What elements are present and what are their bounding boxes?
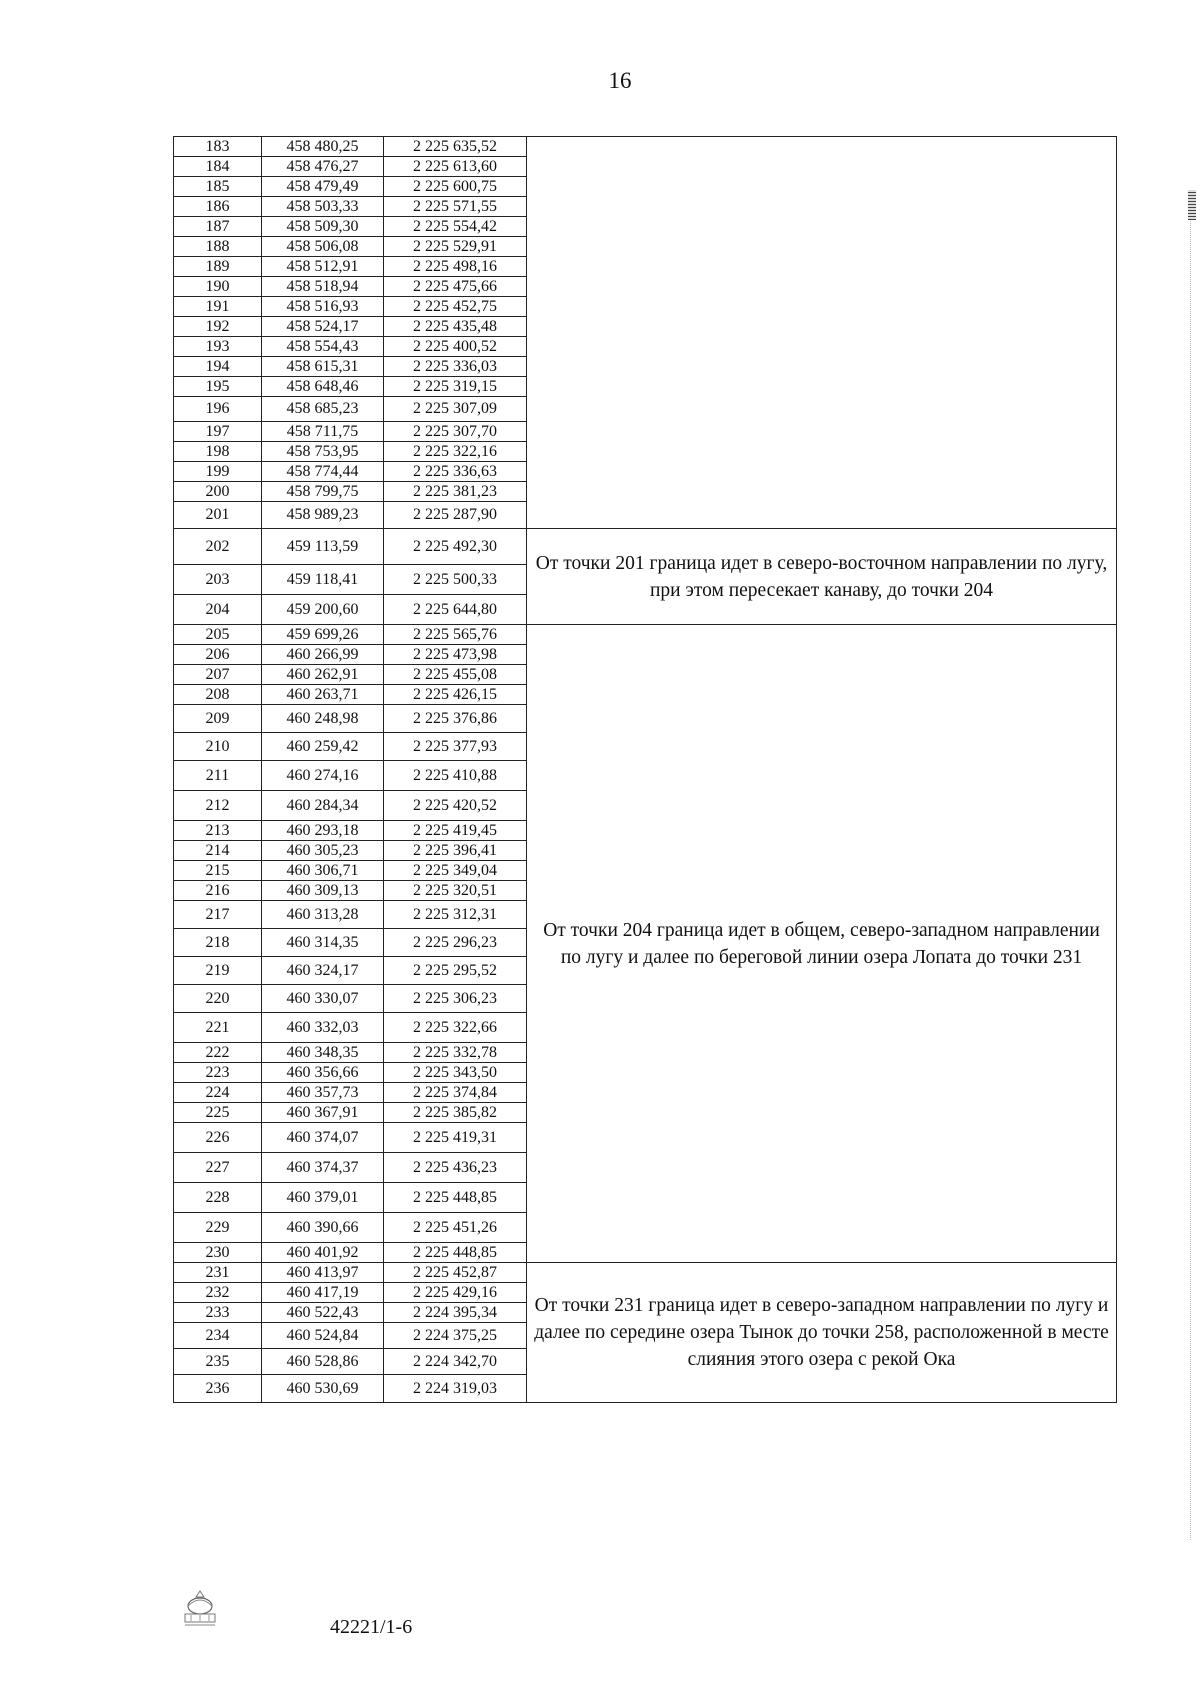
x-coordinate-cell: 458 479,49 [262,177,384,197]
x-coordinate-cell: 460 417,19 [262,1283,384,1303]
y-coordinate-cell: 2 225 322,16 [384,442,527,462]
x-coordinate-cell: 458 516,93 [262,297,384,317]
x-coordinate-cell: 458 648,46 [262,377,384,397]
x-coordinate-cell: 460 262,91 [262,665,384,685]
y-coordinate-cell: 2 225 429,16 [384,1283,527,1303]
y-coordinate-cell: 2 225 377,93 [384,733,527,761]
point-number-cell: 210 [174,733,262,761]
x-coordinate-cell: 460 356,66 [262,1063,384,1083]
point-number-cell: 204 [174,595,262,625]
point-number-cell: 231 [174,1263,262,1283]
x-coordinate-cell: 460 390,66 [262,1213,384,1243]
y-coordinate-cell: 2 225 420,52 [384,791,527,821]
point-number-cell: 218 [174,929,262,957]
x-coordinate-cell: 458 753,95 [262,442,384,462]
x-coordinate-cell: 460 522,43 [262,1303,384,1323]
y-coordinate-cell: 2 225 296,23 [384,929,527,957]
y-coordinate-cell: 2 225 295,52 [384,957,527,985]
y-coordinate-cell: 2 225 498,16 [384,257,527,277]
y-coordinate-cell: 2 225 554,42 [384,217,527,237]
coordinates-table-body [174,137,1117,1403]
point-number-cell: 212 [174,791,262,821]
y-coordinate-cell: 2 225 349,04 [384,861,527,881]
point-number-cell: 185 [174,177,262,197]
x-coordinate-cell: 460 324,17 [262,957,384,985]
y-coordinate-cell: 2 225 376,86 [384,705,527,733]
point-number-cell: 189 [174,257,262,277]
x-coordinate-cell: 460 263,71 [262,685,384,705]
x-coordinate-cell: 458 685,23 [262,397,384,422]
x-coordinate-cell: 458 711,75 [262,422,384,442]
x-coordinate-cell: 460 528,86 [262,1349,384,1375]
y-coordinate-cell: 2 225 419,31 [384,1123,527,1153]
x-coordinate-cell: 460 367,91 [262,1103,384,1123]
point-number-cell: 202 [174,529,262,565]
y-coordinate-cell: 2 225 332,78 [384,1043,527,1063]
x-coordinate-cell: 460 530,69 [262,1375,384,1403]
point-number-cell: 186 [174,197,262,217]
point-number-cell: 188 [174,237,262,257]
y-coordinate-cell: 2 225 419,45 [384,821,527,841]
point-number-cell: 207 [174,665,262,685]
table-row [174,625,1117,645]
y-coordinate-cell: 2 225 452,87 [384,1263,527,1283]
point-number-cell: 234 [174,1323,262,1349]
point-number-cell: 191 [174,297,262,317]
y-coordinate-cell: 2 225 475,66 [384,277,527,297]
x-coordinate-cell: 460 259,42 [262,733,384,761]
y-coordinate-cell: 2 225 381,23 [384,482,527,502]
y-coordinate-cell: 2 225 452,75 [384,297,527,317]
empty-description-cell [527,137,1117,529]
y-coordinate-cell: 2 224 395,34 [384,1303,527,1323]
x-coordinate-cell: 460 266,99 [262,645,384,665]
x-coordinate-cell: 460 374,07 [262,1123,384,1153]
point-number-cell: 183 [174,137,262,157]
point-number-cell: 196 [174,397,262,422]
x-coordinate-cell: 460 401,92 [262,1243,384,1263]
y-coordinate-cell: 2 225 426,15 [384,685,527,705]
y-coordinate-cell: 2 225 451,26 [384,1213,527,1243]
point-number-cell: 193 [174,337,262,357]
table-row [174,529,1117,565]
y-coordinate-cell: 2 225 287,90 [384,502,527,529]
point-number-cell: 199 [174,462,262,482]
y-coordinate-cell: 2 225 374,84 [384,1083,527,1103]
y-coordinate-cell: 2 225 307,70 [384,422,527,442]
point-number-cell: 222 [174,1043,262,1063]
point-number-cell: 208 [174,685,262,705]
point-number-cell: 184 [174,157,262,177]
scan-margin-artifact [1190,190,1194,1540]
y-coordinate-cell: 2 225 455,08 [384,665,527,685]
boundary-description-cell: От точки 201 граница идет в северо-восточном направлении по лугу, при этом пересекает канаву, до точки 204 [527,529,1117,625]
point-number-cell: 232 [174,1283,262,1303]
point-number-cell: 219 [174,957,262,985]
x-coordinate-cell: 460 305,23 [262,841,384,861]
y-coordinate-cell: 2 225 336,03 [384,357,527,377]
point-number-cell: 230 [174,1243,262,1263]
x-coordinate-cell: 460 374,37 [262,1153,384,1183]
x-coordinate-cell: 458 518,94 [262,277,384,297]
point-number-cell: 216 [174,881,262,901]
document-id: 42221/1-6 [330,1616,413,1638]
point-number-cell: 227 [174,1153,262,1183]
table-row [174,137,1117,157]
x-coordinate-cell: 459 200,60 [262,595,384,625]
x-coordinate-cell: 458 989,23 [262,502,384,529]
x-coordinate-cell: 458 524,17 [262,317,384,337]
point-number-cell: 221 [174,1013,262,1043]
x-coordinate-cell: 460 330,07 [262,985,384,1013]
y-coordinate-cell: 2 225 635,52 [384,137,527,157]
x-coordinate-cell: 460 309,13 [262,881,384,901]
x-coordinate-cell: 459 118,41 [262,565,384,595]
y-coordinate-cell: 2 225 396,41 [384,841,527,861]
point-number-cell: 233 [174,1303,262,1323]
x-coordinate-cell: 460 332,03 [262,1013,384,1043]
x-coordinate-cell: 460 284,34 [262,791,384,821]
y-coordinate-cell: 2 225 322,66 [384,1013,527,1043]
point-number-cell: 192 [174,317,262,337]
y-coordinate-cell: 2 225 500,33 [384,565,527,595]
point-number-cell: 229 [174,1213,262,1243]
point-number-cell: 226 [174,1123,262,1153]
point-number-cell: 200 [174,482,262,502]
point-number-cell: 201 [174,502,262,529]
x-coordinate-cell: 458 554,43 [262,337,384,357]
point-number-cell: 198 [174,442,262,462]
table-row [174,1263,1117,1283]
x-coordinate-cell: 460 274,16 [262,761,384,791]
x-coordinate-cell: 460 306,71 [262,861,384,881]
y-coordinate-cell: 2 225 436,23 [384,1153,527,1183]
y-coordinate-cell: 2 225 343,50 [384,1063,527,1083]
point-number-cell: 215 [174,861,262,881]
point-number-cell: 235 [174,1349,262,1375]
y-coordinate-cell: 2 225 435,48 [384,317,527,337]
boundary-description-cell: От точки 204 граница идет в общем, северо-западном направлении по лугу и далее по береговой линии озера Лопата до точки 231 [527,625,1117,1263]
y-coordinate-cell: 2 225 385,82 [384,1103,527,1123]
x-coordinate-cell: 458 503,33 [262,197,384,217]
x-coordinate-cell: 458 615,31 [262,357,384,377]
y-coordinate-cell: 2 225 644,80 [384,595,527,625]
x-coordinate-cell: 458 506,08 [262,237,384,257]
point-number-cell: 223 [174,1063,262,1083]
y-coordinate-cell: 2 225 448,85 [384,1183,527,1213]
y-coordinate-cell: 2 225 400,52 [384,337,527,357]
point-number-cell: 220 [174,985,262,1013]
point-number-cell: 236 [174,1375,262,1403]
notary-stamp-icon [177,1588,223,1628]
point-number-cell: 209 [174,705,262,733]
boundary-description-cell: От точки 231 граница идет в северо-западном направлении по лугу и далее по середине озера Тынок до точки 258, расположенной в месте слияния этого озера с рекой Ока [527,1263,1117,1403]
y-coordinate-cell: 2 225 492,30 [384,529,527,565]
y-coordinate-cell: 2 225 529,91 [384,237,527,257]
x-coordinate-cell: 460 348,35 [262,1043,384,1063]
x-coordinate-cell: 460 524,84 [262,1323,384,1349]
y-coordinate-cell: 2 224 319,03 [384,1375,527,1403]
y-coordinate-cell: 2 225 336,63 [384,462,527,482]
y-coordinate-cell: 2 225 565,76 [384,625,527,645]
x-coordinate-cell: 458 476,27 [262,157,384,177]
x-coordinate-cell: 460 314,35 [262,929,384,957]
x-coordinate-cell: 460 293,18 [262,821,384,841]
y-coordinate-cell: 2 225 448,85 [384,1243,527,1263]
point-number-cell: 214 [174,841,262,861]
y-coordinate-cell: 2 225 320,51 [384,881,527,901]
point-number-cell: 217 [174,901,262,929]
point-number-cell: 194 [174,357,262,377]
y-coordinate-cell: 2 225 306,23 [384,985,527,1013]
x-coordinate-cell: 459 699,26 [262,625,384,645]
point-number-cell: 224 [174,1083,262,1103]
x-coordinate-cell: 458 799,75 [262,482,384,502]
x-coordinate-cell: 459 113,59 [262,529,384,565]
y-coordinate-cell: 2 225 600,75 [384,177,527,197]
x-coordinate-cell: 458 480,25 [262,137,384,157]
x-coordinate-cell: 460 313,28 [262,901,384,929]
x-coordinate-cell: 460 379,01 [262,1183,384,1213]
x-coordinate-cell: 458 774,44 [262,462,384,482]
point-number-cell: 195 [174,377,262,397]
x-coordinate-cell: 460 248,98 [262,705,384,733]
y-coordinate-cell: 2 225 319,15 [384,377,527,397]
coordinates-table [173,136,1117,1403]
y-coordinate-cell: 2 224 342,70 [384,1349,527,1375]
page-number: 16 [608,68,632,93]
y-coordinate-cell: 2 225 312,31 [384,901,527,929]
point-number-cell: 211 [174,761,262,791]
point-number-cell: 197 [174,422,262,442]
point-number-cell: 203 [174,565,262,595]
y-coordinate-cell: 2 225 410,88 [384,761,527,791]
x-coordinate-cell: 460 413,97 [262,1263,384,1283]
y-coordinate-cell: 2 225 473,98 [384,645,527,665]
scan-edge-mark [1188,190,1196,220]
x-coordinate-cell: 460 357,73 [262,1083,384,1103]
point-number-cell: 213 [174,821,262,841]
point-number-cell: 206 [174,645,262,665]
point-number-cell: 190 [174,277,262,297]
y-coordinate-cell: 2 225 571,55 [384,197,527,217]
y-coordinate-cell: 2 224 375,25 [384,1323,527,1349]
y-coordinate-cell: 2 225 307,09 [384,397,527,422]
point-number-cell: 228 [174,1183,262,1213]
x-coordinate-cell: 458 512,91 [262,257,384,277]
x-coordinate-cell: 458 509,30 [262,217,384,237]
y-coordinate-cell: 2 225 613,60 [384,157,527,177]
point-number-cell: 225 [174,1103,262,1123]
point-number-cell: 187 [174,217,262,237]
point-number-cell: 205 [174,625,262,645]
